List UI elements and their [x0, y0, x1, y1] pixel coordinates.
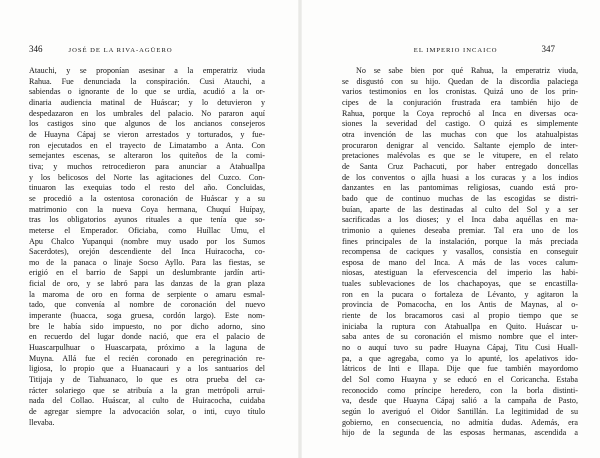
text-line: gobierno, en consecuencia, no admitía dudas. Además, era	[342, 417, 578, 427]
text-line: ficial de oro, y se labró para las danzas de la gran plaza	[29, 279, 265, 289]
text-line: reconocido como príncipe heredero, con la borla distinti-	[342, 385, 578, 395]
text-line: rácter solariego que se atribuía a la gran metrópoli arrui-	[29, 385, 265, 395]
text-line: dinaria audiencia matinal de Huáscar; y lo detuvieron y	[29, 97, 265, 107]
text-line: No se sabe bien por qué Rahua, la emperatriz viuda,	[356, 66, 578, 75]
text-line: niosas, atestiguan la efervescencia del imperio las habi-	[342, 268, 578, 278]
text-line: de Huayna Cápaj se vieron arrestados y torturados, y fue-	[29, 129, 265, 139]
text-line: ligiosa, lo propio que a Huanacauri y a los santuarios del	[29, 364, 265, 374]
text-line: danzantes en las pantomimas religiosas, cuando está pro-	[342, 183, 578, 193]
text-line: pretaciones malévolas es que se le vitupere, en el relato	[342, 151, 578, 161]
text-line: riente de los bracamoros casi al propio tiempo que se	[342, 311, 578, 321]
text-line: ron ejecutados en el trayecto de Limatambo a Anta. Con	[29, 140, 265, 150]
text-line: tiva; y muchos retrocedieron para anunciar a Atahuallpa	[29, 161, 265, 171]
right-running-head: EL IMPERIO INCAICO	[413, 47, 498, 54]
text-line: Sacerdotes), orejón descendiente del Inca Huiracocha, co-	[29, 247, 265, 257]
text-line: de Santa Cruz Pachacuti, por haber entregado doncellas	[342, 161, 578, 171]
text-line: no o auquí tuvo su padre Huayna Cápaj, Titu Cusi Huall-	[342, 343, 578, 353]
text-line: saba antes de su coronación el mismo nombre que el inter-	[342, 332, 578, 342]
text-line: varios testimonios en los cronistas. Quizá uno de los prin-	[342, 87, 578, 97]
text-line: recompensa de caciques y vasallos, consistía en conseguir	[342, 247, 578, 257]
text-line: Huascarpulhuar o Huascarpata, próximo a la laguna de	[29, 343, 265, 353]
text-line: en recuerdo del lugar donde nació, que era el palacio de	[29, 332, 265, 342]
text-line: Titijaja y de Tiahuanaco, lo que es otra prueba del ca-	[29, 375, 265, 385]
left-page-number: 346	[29, 44, 43, 54]
text-line: del Sol como Huayna y se educó en el Coricancha. Estaba	[342, 375, 578, 385]
text-line: semejantes escenas, se alteraron los quiteños de la comi-	[29, 151, 265, 161]
text-line: bado que de continuo muchas de las escogidas se distri-	[342, 193, 578, 203]
text-line: sacrificadas a los dioses; y el Inca daba aquéllas en ma-	[342, 215, 578, 225]
text-line: ron en la pucara o fortaleza de Lévanto, y agitaron la	[342, 289, 578, 299]
text-line: erigió en el barrio de Sappi un deslumbrante jardín arti-	[29, 268, 265, 278]
text-line: látricos de Inti e Illapa. Dije que fue también mayordomo	[342, 364, 578, 374]
text-line: tado, que convenía al nombre de coronación del nuevo	[29, 300, 265, 310]
text-line: tinuaron las exequias todo el resto del año. Concluidas,	[29, 183, 265, 193]
text-line: tuales sublevaciones de los chachapoyas, que se encastilla-	[342, 279, 578, 289]
text-line: tras los obligatorios ayunos rituales a que tenía que so-	[29, 215, 265, 225]
text-line: la maroma de oro en forma de serpiente o amaru esmal-	[29, 289, 265, 299]
right-page	[300, 0, 600, 458]
right-page-number: 347	[541, 44, 555, 54]
text-line: bre le había sido impuesto, no por dicho adorno, sino	[29, 321, 265, 331]
text-line: despedazaron en los umbrales del palacio. No pararon aquí	[29, 108, 265, 118]
text-line: esposa de mano del Inca. A más de las voces calum-	[342, 257, 578, 267]
text-line: pa, a que agregaba, como ya lo apunté, los apelativos ido-	[342, 353, 578, 363]
text-line: Atauchi, y se proponían asesinar a la emperatriz viuda	[29, 66, 265, 75]
text-line: fines principales de la instalación, porque la más preciada	[342, 236, 578, 246]
text-line: y los belicosos del Norte las agitaciones del Cuzco. Con-	[29, 172, 265, 182]
left-running-head: JOSÉ DE LA RIVA-AGÜERO	[68, 47, 173, 54]
text-line: según lo averiguó el Oidor Santillán. La legitimidad de su	[342, 407, 578, 416]
text-line: sabiendas o ignorante de lo que se urdía, acudió a la or-	[29, 87, 265, 97]
text-line: se disgustó con su hijo. Quedan de la discordia palaciega	[342, 76, 578, 86]
text-line: iniciaba la ruptura con Atahuallpa en Quito. Huáscar u-	[342, 321, 578, 331]
text-line: buían, aparte de las destinadas al culto del Sol y a ser	[342, 204, 578, 214]
text-line: procuraron denigrar al vencido. Saltante ejemplo de inter-	[342, 140, 578, 150]
text-line: cipes de la conjuración frustrada era también hijo de	[342, 97, 578, 107]
right-page-text	[342, 66, 578, 439]
text-line: Muyna. Allá fue el recién coronado en peregrinación re-	[29, 353, 265, 363]
text-line: los castigos sino que algunos de los ancianos consejeros	[29, 119, 265, 129]
text-line: hijo de la segunda de las esposas hermanas, ascendida a	[342, 428, 578, 438]
text-line: llevaba.	[29, 417, 55, 427]
left-page-text	[29, 66, 265, 428]
text-line: nada del Collao. Huáscar, al culto de Huiracocha, cuidaba	[29, 396, 265, 406]
left-page-header	[29, 44, 173, 56]
text-line: imperante (huacca, soga gruesa, cordón largo). Este nom-	[29, 311, 265, 321]
text-line: trimonio a quienes deseaba premiar. Tal era uno de los	[342, 225, 578, 235]
text-line: siones la severidad del castigo. O quizá es simplemente	[342, 119, 578, 129]
text-line: provincia de Pomacocha, en los Antis de Maynas, al o-	[342, 300, 578, 310]
text-line: mo de la panaca o linaje Socso Ayllo. Para las fiestas, se	[29, 257, 265, 267]
text-line: va, desde que Huayna Cápaj salió a la campaña de Pasto,	[342, 396, 578, 406]
text-line: se procedió a la ostentosa coronación de Huáscar y a su	[29, 193, 265, 203]
text-line: Rahua. Fue denunciada la conspiración. Cusi Atauchi, a	[29, 76, 265, 86]
text-line: Apu Chalco Yupanqui (nombre muy usado por los Sumos	[29, 236, 265, 246]
text-line: matrimonio con la nueva Coya hermana, Chuquí Huípay,	[29, 204, 265, 214]
text-line: de agregar siempre la advocación solar, o inti, cuyo título	[29, 407, 265, 416]
text-line: otra invención de las muchas con que los atahualpistas	[342, 129, 578, 139]
text-line: de los conventos o ajlla huasi a los curacas y a los indios	[342, 172, 578, 182]
right-page-header	[414, 44, 555, 56]
text-line: Rahua, porque la Coya reprochó al Inca en diversas oca-	[342, 108, 578, 118]
text-line: meterse el Emperador. Oficiaba, como Huíllac Umu, el	[29, 225, 265, 235]
